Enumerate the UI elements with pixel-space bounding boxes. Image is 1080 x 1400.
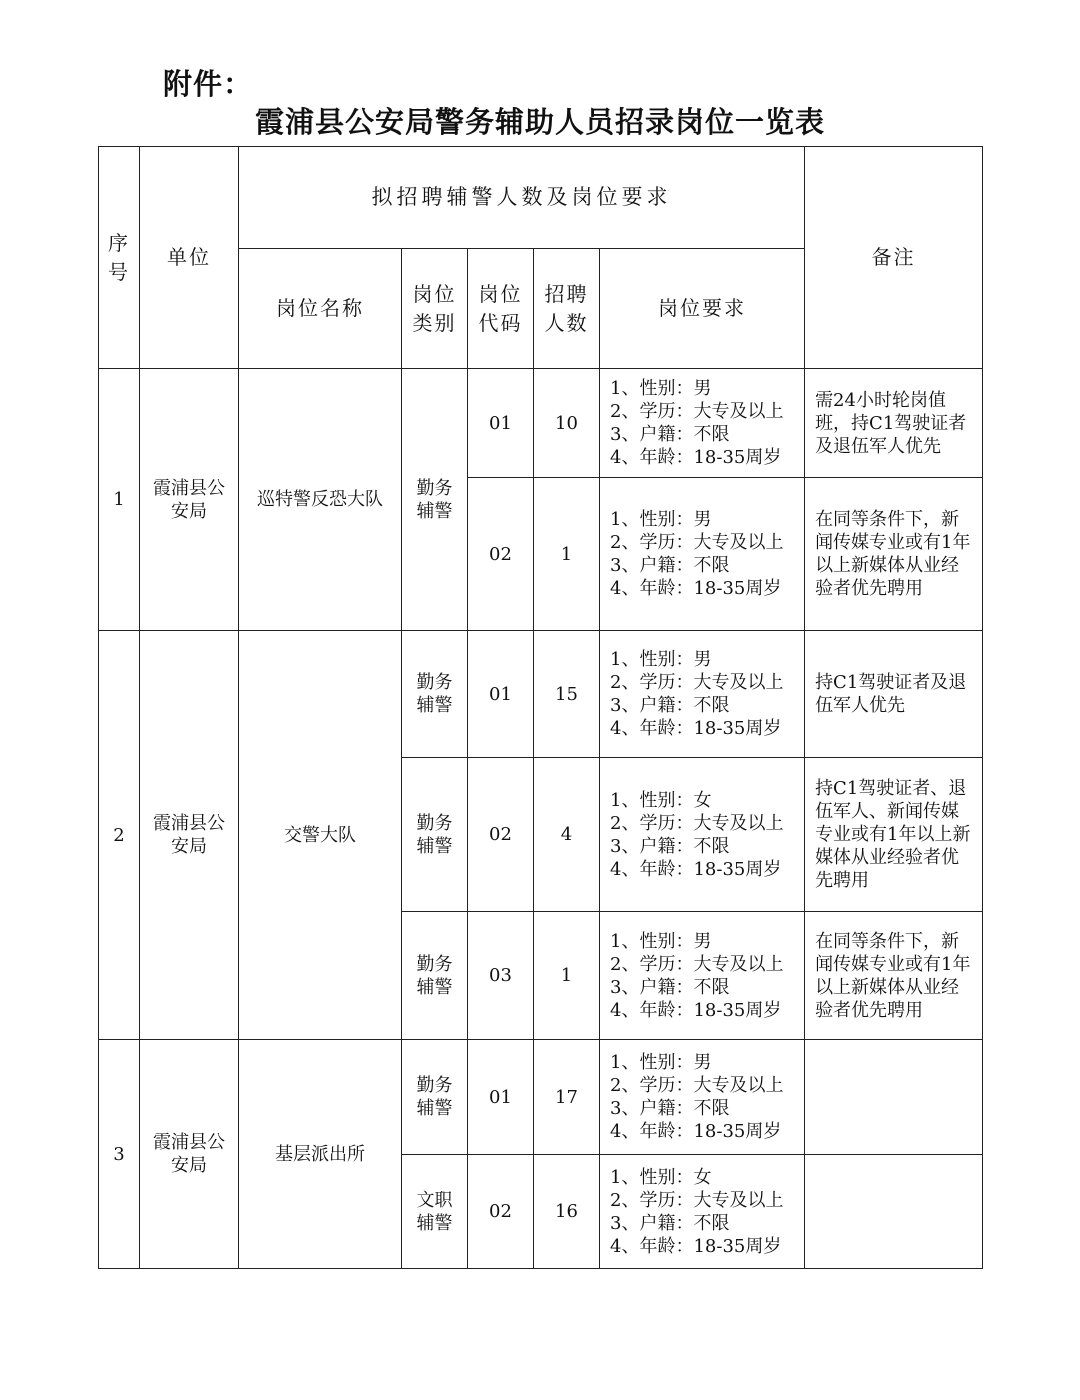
- header-unit: 单位: [140, 147, 239, 369]
- row-post-code: 02: [468, 1155, 534, 1269]
- row-post-code: 03: [468, 912, 534, 1040]
- row-unit: 霞浦县公安局: [140, 1040, 239, 1269]
- row-remark: 持C1驾驶证者及退伍军人优先: [805, 631, 983, 758]
- row-post-code: 02: [468, 478, 534, 631]
- requirement-line: 1、性别：男: [610, 378, 712, 399]
- row-index: 2: [99, 631, 140, 1040]
- requirement-line: 2、学历：大专及以上: [610, 1075, 784, 1096]
- row-unit: 霞浦县公安局: [140, 631, 239, 1040]
- header-requirements: 岗位要求: [600, 249, 805, 369]
- page-title: 霞浦县公安局警务辅助人员招录岗位一览表: [254, 105, 825, 139]
- header-post-name: 岗位名称: [239, 249, 402, 369]
- row-remark: 在同等条件下，新闻传媒专业或有1年以上新媒体从业经验者优先聘用: [805, 478, 983, 631]
- row-count: 16: [534, 1155, 600, 1269]
- row-remark: [805, 1155, 983, 1269]
- row-post-type: 勤务辅警: [402, 758, 468, 912]
- table-row: [99, 369, 983, 478]
- row-post-type: 勤务辅警: [402, 369, 468, 631]
- row-post-code: 01: [468, 1040, 534, 1155]
- table-row: [99, 631, 983, 758]
- row-requirements: [600, 631, 805, 758]
- requirement-line: 3、户籍：不限: [610, 1098, 730, 1119]
- requirement-line: 1、性别：男: [610, 930, 712, 952]
- requirement-line: 3、户籍：不限: [610, 835, 730, 857]
- requirement-line: 1、性别：男: [610, 1052, 712, 1073]
- row-requirements: [600, 1040, 805, 1155]
- header-remarks: 备注: [805, 147, 983, 369]
- attachment-label: 附件：: [163, 67, 254, 101]
- row-remark: 需24小时轮岗值班，持C1驾驶证者及退伍军人优先: [805, 369, 983, 478]
- requirement-line: 4、年龄：18-35周岁: [610, 1121, 782, 1142]
- requirement-line: 3、户籍：不限: [610, 424, 730, 445]
- header-post-code: 岗位代码: [468, 249, 534, 369]
- row-post-code: 01: [468, 631, 534, 758]
- requirement-line: 1、性别：男: [610, 649, 712, 670]
- row-post-type: 勤务辅警: [402, 1040, 468, 1155]
- row-post-type: 勤务辅警: [402, 912, 468, 1040]
- row-post-name: 巡特警反恐大队: [239, 369, 402, 631]
- row-requirements: [600, 912, 805, 1040]
- header-group: 拟招聘辅警人数及岗位要求: [239, 147, 805, 249]
- row-index: 1: [99, 369, 140, 631]
- requirement-line: 3、户籍：不限: [610, 976, 730, 998]
- row-unit: 霞浦县公安局: [140, 369, 239, 631]
- row-post-name: 交警大队: [239, 631, 402, 1040]
- row-requirements: [600, 369, 805, 478]
- requirement-line: 2、学历：大专及以上: [610, 953, 784, 975]
- requirement-line: 2、学历：大专及以上: [610, 672, 784, 693]
- row-requirements: [600, 758, 805, 912]
- row-post-code: 02: [468, 758, 534, 912]
- requirement-line: 3、户籍：不限: [610, 555, 730, 576]
- table-row: [99, 1040, 983, 1155]
- row-count: 10: [534, 369, 600, 478]
- row-count: 1: [534, 912, 600, 1040]
- row-post-type: 勤务辅警: [402, 631, 468, 758]
- row-requirements: [600, 478, 805, 631]
- requirement-line: 4、年龄：18-35周岁: [610, 447, 782, 468]
- header-count: 招聘人数: [534, 249, 600, 369]
- row-count: 1: [534, 478, 600, 631]
- requirement-line: 1、性别：男: [610, 509, 712, 530]
- requirement-line: 1、性别：女: [610, 789, 712, 811]
- requirement-line: 4、年龄：18-35周岁: [610, 718, 782, 739]
- requirement-line: 2、学历：大专及以上: [610, 1189, 784, 1211]
- row-index: 3: [99, 1040, 140, 1269]
- header-index: 序号: [99, 147, 140, 369]
- row-requirements: [600, 1155, 805, 1269]
- row-post-code: 01: [468, 369, 534, 478]
- row-remark: 持C1驾驶证者、退伍军人、新闻传媒专业或有1年以上新媒体从业经验者优先聘用: [805, 758, 983, 912]
- requirement-line: 2、学历：大专及以上: [610, 401, 784, 422]
- row-remark: 在同等条件下，新闻传媒专业或有1年以上新媒体从业经验者优先聘用: [805, 912, 983, 1040]
- header-post-type: 岗位类别: [402, 249, 468, 369]
- requirement-line: 4、年龄：18-35周岁: [610, 1235, 782, 1257]
- row-count: 4: [534, 758, 600, 912]
- requirement-line: 1、性别：女: [610, 1166, 712, 1188]
- recruitment-table: [98, 146, 983, 1269]
- requirement-line: 4、年龄：18-35周岁: [610, 858, 782, 880]
- row-count: 15: [534, 631, 600, 758]
- row-post-type: 文职辅警: [402, 1155, 468, 1269]
- requirement-line: 2、学历：大专及以上: [610, 532, 784, 553]
- requirement-line: 4、年龄：18-35周岁: [610, 999, 782, 1021]
- requirement-line: 3、户籍：不限: [610, 1212, 730, 1234]
- requirement-line: 4、年龄：18-35周岁: [610, 578, 782, 599]
- requirement-line: 3、户籍：不限: [610, 695, 730, 716]
- requirement-line: 2、学历：大专及以上: [610, 812, 784, 834]
- row-post-name: 基层派出所: [239, 1040, 402, 1269]
- row-remark: [805, 1040, 983, 1155]
- row-count: 17: [534, 1040, 600, 1155]
